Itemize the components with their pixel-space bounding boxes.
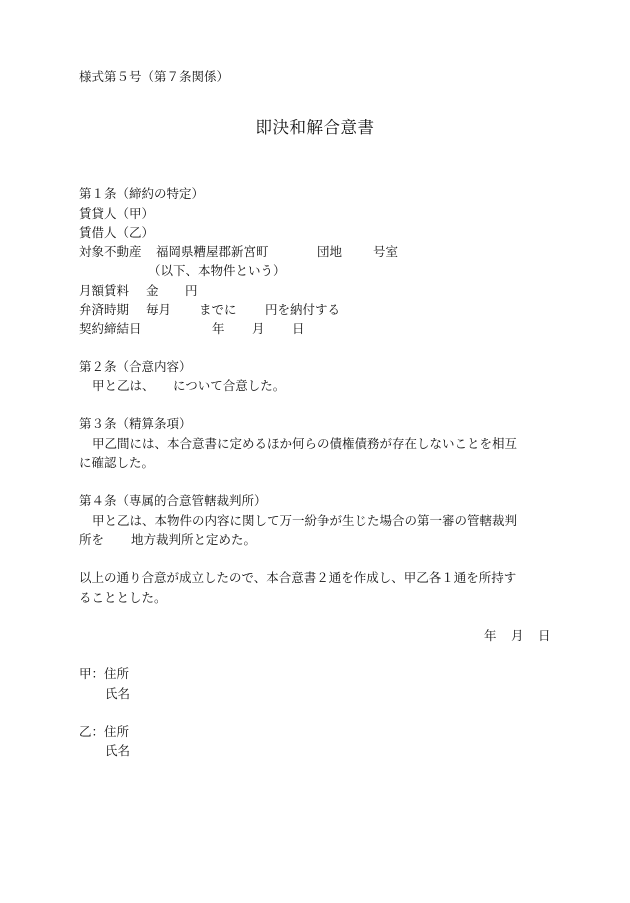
article4-line2a: 所を	[79, 532, 105, 547]
payment-by: までに	[199, 302, 237, 317]
party-b-name-label: 氏名	[105, 743, 131, 758]
article2-heading: 第２条（合意内容）	[79, 359, 192, 374]
property-address: 福岡県糟屋郡新宮町	[156, 244, 269, 259]
article4-heading: 第４条（専属的合意管轄裁判所）	[79, 493, 267, 508]
property-label: 対象不動産	[79, 244, 142, 259]
property-danchi: 団地	[317, 244, 343, 259]
article4-line2b: 地方裁判所と定めた。	[131, 532, 257, 547]
party-b-address-label: 乙：住所	[79, 724, 130, 739]
property-room: 号室	[373, 244, 399, 259]
article3-line2: に確認した。	[79, 455, 155, 470]
sign-date-month: 月	[511, 628, 524, 643]
article2-body-b: について合意した。	[173, 378, 286, 393]
rent-kin: 金	[146, 283, 159, 298]
lessee-label: 賃借人（乙）	[79, 225, 155, 240]
rent-label: 月額賃料	[79, 283, 130, 298]
payment-monthly: 毎月	[146, 302, 172, 317]
form-number: 様式第５号（第７条関係）	[79, 69, 230, 84]
sign-date-year: 年	[484, 628, 497, 643]
article2-body-a: 甲と乙は、	[92, 378, 155, 393]
article3-heading: 第３条（精算条項）	[79, 416, 192, 431]
article3-line1: 甲乙間には、本合意書に定めるほか何らの債権債務が存在しないことを相互	[92, 436, 518, 451]
contract-date-day: 日	[292, 321, 305, 336]
contract-date-year: 年	[212, 321, 225, 336]
rent-yen: 円	[185, 283, 198, 298]
contract-date-label: 契約締結日	[79, 321, 142, 336]
article1-heading: 第１条（締約の特定）	[79, 186, 205, 201]
contract-date-month: 月	[252, 321, 265, 336]
payment-label: 弁済時期	[79, 302, 130, 317]
closing-line1: 以上の通り合意が成立したので、本合意書２通を作成し、甲乙各１通を所持す	[79, 570, 517, 585]
closing-line2: ることとした。	[79, 590, 167, 605]
article4-line1: 甲と乙は、本物件の内容に関して万一紛争が生じた場合の第一審の管轄裁判	[92, 513, 518, 528]
property-note: （以下、本物件という）	[148, 263, 286, 278]
party-a-name-label: 氏名	[105, 686, 131, 701]
lessor-label: 賃貸人（甲）	[79, 206, 155, 221]
payment-tail: 円を納付する	[265, 302, 341, 317]
sign-date-day: 日	[538, 628, 551, 643]
party-a-address-label: 甲：住所	[79, 666, 130, 681]
document-title: 即決和解合意書	[255, 118, 375, 137]
